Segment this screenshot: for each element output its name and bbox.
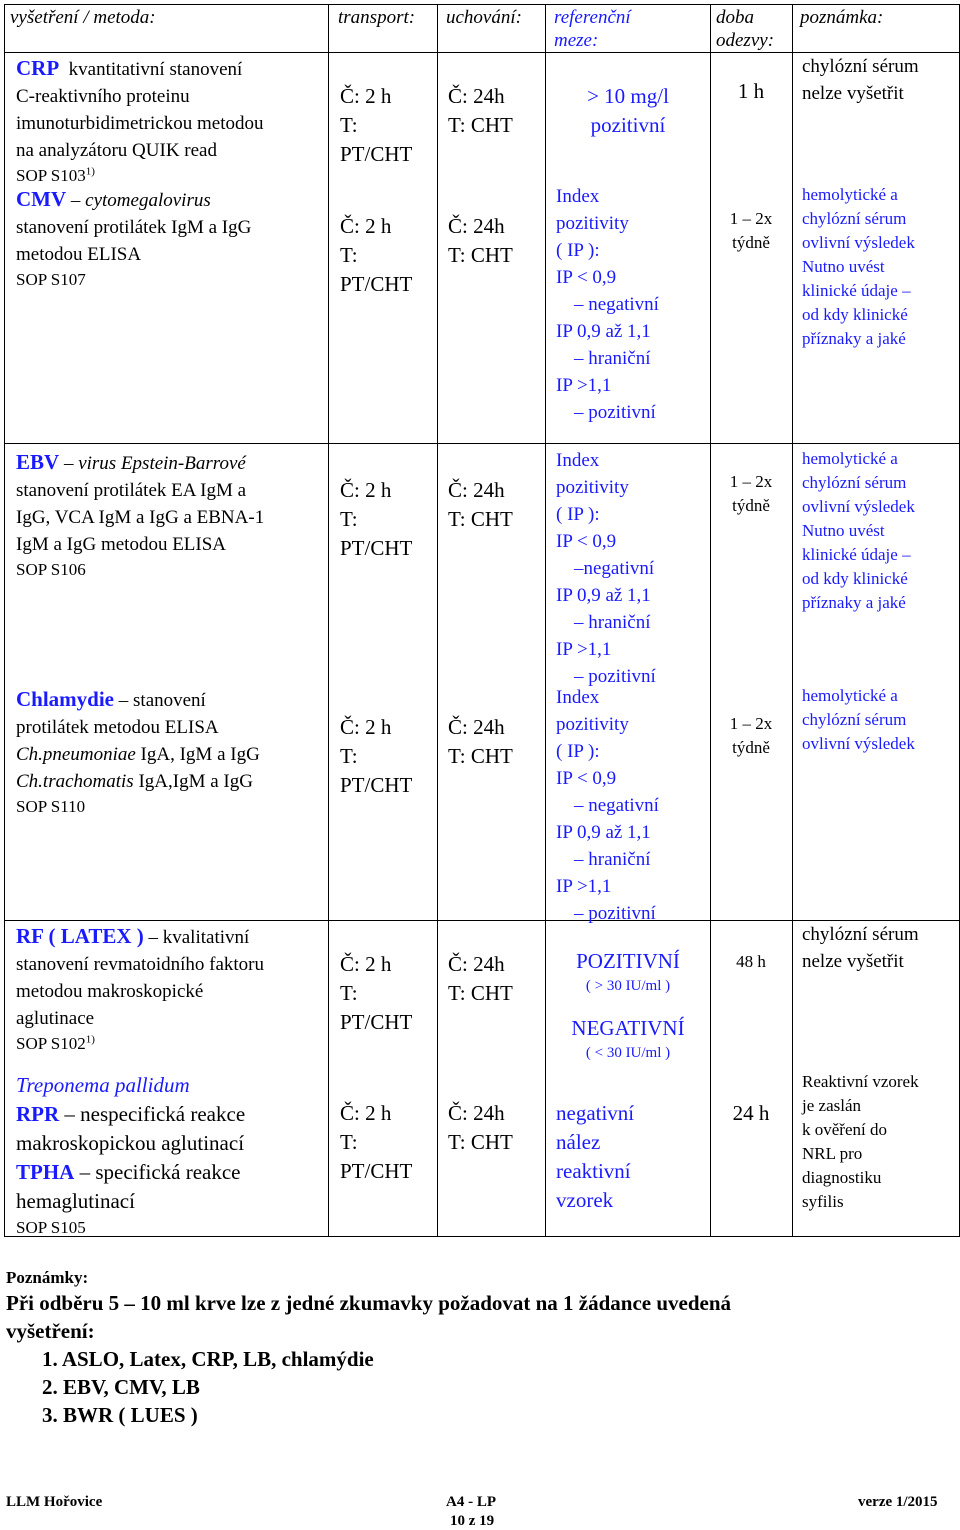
treponema-ref-1: negativní [556, 1101, 635, 1125]
chlamydie-desc-3-species: Ch.trachomatis [16, 771, 134, 792]
footer-center: A4 - LP [446, 1494, 496, 1510]
rf-note-2: nelze vyšetřit [802, 951, 904, 972]
ebv-note [802, 447, 915, 615]
ebv-ref-1: Index [556, 450, 600, 471]
chlamydie-ref-5: – negativní [574, 795, 659, 816]
table-col-0 [4, 4, 5, 1237]
chlamydie-name-rest: – stanovení [118, 690, 206, 711]
ebv-ref-8: IP >1,1 [556, 639, 612, 660]
ebv-note-4: Nutno uvést [802, 521, 885, 540]
crp-transport-1: Č: 2 h [340, 84, 392, 108]
rpr-name: RPR [16, 1102, 60, 1126]
treponema-note-1: Reaktivní vzorek [802, 1072, 919, 1091]
header-note: poznámka: [800, 7, 884, 28]
notes-item-2: 2. EBV, CMV, LB [42, 1375, 200, 1399]
cmv-desc-1: stanovení protilátek IgM a IgG [16, 217, 252, 238]
ebv-storage [448, 476, 513, 534]
chlamydie-storage-2: T: CHT [448, 744, 513, 768]
ebv-ref-7: – hraniční [574, 612, 651, 633]
rf-ref-4: ( < 30 IU/ml ) [585, 1045, 671, 1061]
cmv-note-7: příznaky a jaké [802, 329, 906, 348]
crp-transport-3: PT/CHT [340, 142, 413, 166]
treponema-ref-3: reaktivní [556, 1159, 631, 1183]
rf-reference [548, 947, 708, 1063]
chlamydie-desc-3: IgA,IgM a IgG [133, 771, 253, 792]
crp-method [16, 54, 264, 188]
chlamydie-storage [448, 713, 513, 771]
ebv-desc-1: stanovení protilátek EA IgM a [16, 480, 247, 501]
chlamydie-name: Chlamydie [16, 687, 115, 711]
notes-body [6, 1289, 731, 1429]
treponema-note-5: diagnostiku [802, 1168, 882, 1187]
treponema-desc-2: hemaglutinací [16, 1189, 135, 1213]
chlamydie-ref-7: – hraniční [574, 849, 651, 870]
ebv-response-2: týdně [732, 496, 770, 515]
rf-name-rest: – kvalitativní [148, 927, 250, 948]
treponema-desc-1: makroskopickou aglutinací [16, 1131, 245, 1155]
rf-transport-2: T: [340, 981, 358, 1005]
crp-sop-footnote: 1) [85, 165, 95, 178]
chlamydie-transport-3: PT/CHT [340, 773, 413, 797]
rf-ref-3: NEGATIVNÍ [571, 1016, 685, 1040]
cmv-response-2: týdně [732, 233, 770, 252]
ebv-note-2: chylózní sérum [802, 473, 907, 492]
treponema-storage-1: Č: 24h [448, 1101, 505, 1125]
rf-name: RF ( LATEX ) [16, 924, 144, 948]
rf-ref-2: ( > 30 IU/ml ) [585, 978, 671, 994]
ebv-note-7: příznaky a jaké [802, 593, 906, 612]
chlamydie-sop: SOP S110 [16, 797, 86, 816]
tpha-desc: – specifická reakce [79, 1160, 241, 1184]
treponema-title: Treponema pallidum [16, 1073, 190, 1097]
rf-sop-footnote: 1) [85, 1033, 95, 1046]
chlamydie-note-3: ovlivní výsledek [802, 734, 915, 753]
crp-response: 1 h [737, 79, 765, 103]
chlamydie-ref-2: pozitivity [556, 714, 629, 735]
rf-note-1: chylózní sérum [802, 924, 919, 945]
cmv-ref-4: IP < 0,9 [556, 267, 617, 288]
treponema-response: 24 h [732, 1101, 770, 1125]
crp-storage [448, 82, 513, 140]
rf-desc-2: metodou makroskopické [16, 981, 204, 1002]
notes-list [6, 1345, 731, 1429]
table-col-2 [437, 4, 438, 1237]
cmv-transport-1: Č: 2 h [340, 214, 392, 238]
cmv-note-3: ovlivní výsledek [802, 233, 915, 252]
cmv-ref-5: – negativní [574, 294, 659, 315]
rf-transport-1: Č: 2 h [340, 952, 392, 976]
cmv-ref-9-text: pozitivní [588, 402, 656, 423]
header-method: vyšetření / metoda: [10, 7, 156, 28]
ebv-name-rest: virus Epstein-Barrové [78, 453, 246, 474]
rf-ref-1: POZITIVNÍ [576, 949, 680, 973]
chlamydie-transport [340, 713, 412, 800]
cmv-ref-7-text: hraniční [588, 348, 651, 369]
header-response-line1: doba [716, 7, 754, 28]
crp-note [802, 53, 919, 107]
ebv-dash: – [63, 453, 74, 474]
crp-desc-4: na analyzátoru QUIK read [16, 140, 217, 161]
chlamydie-note-1: hemolytické a [802, 686, 898, 705]
ebv-desc-2: IgG, VCA IgM a IgG a EBNA-1 [16, 507, 265, 528]
chlamydie-desc-2-species: Ch.pneumoniae [16, 744, 136, 765]
crp-ref-1: > 10 mg/l [587, 84, 669, 108]
cmv-ref-2: pozitivity [556, 213, 629, 234]
ebv-ref-6: IP 0,9 až 1,1 [556, 585, 651, 606]
rf-desc-1: stanovení revmatoidního faktoru [16, 954, 264, 975]
chlamydie-method [16, 685, 260, 819]
cmv-transport [340, 212, 412, 299]
treponema-transport [340, 1099, 412, 1186]
chlamydie-ref-6: IP 0,9 až 1,1 [556, 822, 651, 843]
header-response-line2: odezvy: [716, 30, 775, 51]
ebv-note-1: hemolytické a [802, 449, 898, 468]
crp-sop: SOP S103 [16, 166, 86, 185]
cmv-note-2: chylózní sérum [802, 209, 907, 228]
table-col-4 [710, 4, 711, 1237]
footer-left: LLM Hořovice [6, 1494, 103, 1510]
crp-reference [548, 82, 708, 140]
chlamydie-note [802, 684, 915, 756]
rf-storage [448, 950, 513, 1008]
rpr-desc: – nespecifická reakce [64, 1102, 246, 1126]
cmv-transport-2: T: [340, 243, 358, 267]
chlamydie-response-1: 1 – 2x [729, 714, 773, 733]
crp-transport [340, 82, 412, 169]
cmv-note-4: Nutno uvést [802, 257, 885, 276]
cmv-note [802, 183, 915, 351]
treponema-sop: SOP S105 [16, 1218, 86, 1237]
cmv-storage [448, 212, 513, 270]
ebv-response-1: 1 – 2x [729, 472, 773, 491]
ebv-ref-3: ( IP ): [556, 504, 600, 525]
chlamydie-ref-8: IP >1,1 [556, 876, 612, 897]
ebv-reference [556, 447, 706, 690]
crp-note-2: nelze vyšetřit [802, 83, 904, 104]
ebv-response [712, 470, 790, 518]
cmv-method [16, 185, 251, 292]
treponema-ref-2: nález [556, 1130, 601, 1154]
rf-transport [340, 950, 412, 1037]
table-col-5 [792, 4, 793, 1237]
ebv-ref-4: IP < 0,9 [556, 531, 617, 552]
cmv-ref-5-text: negativní [588, 294, 659, 315]
notes-title: Poznámky: [6, 1268, 89, 1287]
ebv-transport-1: Č: 2 h [340, 478, 392, 502]
tpha-name: TPHA [16, 1160, 75, 1184]
ebv-storage-1: Č: 24h [448, 478, 505, 502]
footer-page: 10 z 19 [450, 1513, 495, 1529]
cmv-name-rest: cytomegalovirus [85, 190, 211, 211]
cmv-ref-9: – pozitivní [574, 402, 656, 423]
ebv-transport-2: T: [340, 507, 358, 531]
ebv-note-6: od kdy klinické [802, 569, 908, 588]
ebv-transport-3: PT/CHT [340, 536, 413, 560]
table-col-3 [545, 4, 546, 1237]
header-transport: transport: [338, 7, 416, 28]
header-reference [554, 6, 631, 52]
treponema-note-6: syfilis [802, 1192, 844, 1211]
notes-item-3: 3. BWR ( LUES ) [42, 1403, 198, 1427]
treponema-note [802, 1070, 919, 1214]
cmv-ref-8: IP >1,1 [556, 375, 612, 396]
crp-transport-2: T: [340, 113, 358, 137]
crp-note-1: chylózní sérum [802, 56, 919, 77]
treponema-reference [556, 1099, 634, 1215]
crp-name: CRP [16, 56, 60, 80]
crp-desc-3: imunoturbidimetrickou metodou [16, 113, 264, 134]
cmv-note-1: hemolytické a [802, 185, 898, 204]
rf-storage-2: T: CHT [448, 981, 513, 1005]
rf-note [802, 921, 919, 975]
crp-desc-2: C-reaktivního proteinu [16, 86, 190, 107]
chlamydie-reference [556, 684, 706, 927]
chlamydie-response [712, 712, 790, 760]
header-response [716, 6, 774, 52]
notes-line-1: Při odběru 5 – 10 ml krve lze z jedné zkumavky požadovat na 1 žádance uvedená [6, 1291, 732, 1315]
cmv-transport-3: PT/CHT [340, 272, 413, 296]
treponema-storage [448, 1099, 513, 1157]
cmv-response [712, 207, 790, 255]
cmv-ref-1: Index [556, 186, 600, 207]
ebv-ref-2: pozitivity [556, 477, 629, 498]
cmv-reference [556, 183, 706, 426]
cmv-sop: SOP S107 [16, 270, 86, 289]
table-border-group1 [4, 443, 960, 444]
rf-desc-3: aglutinace [16, 1008, 95, 1029]
cmv-note-6: od kdy klinické [802, 305, 908, 324]
footer-right: verze 1/2015 [858, 1494, 938, 1510]
header-storage: uchování: [446, 7, 522, 28]
rf-sop: SOP S102 [16, 1034, 86, 1053]
rf-response: 48 h [736, 952, 766, 971]
ebv-note-5: klinické údaje – [802, 545, 911, 564]
crp-ref-2: pozitivní [590, 113, 666, 137]
cmv-ref-7: – hraniční [574, 348, 651, 369]
cmv-name: CMV [16, 187, 67, 211]
ebv-name: EBV [16, 450, 60, 474]
crp-storage-1: Č: 24h [448, 84, 505, 108]
ebv-sop: SOP S106 [16, 560, 86, 579]
cmv-ref-6: IP 0,9 až 1,1 [556, 321, 651, 342]
header-reference-line2: meze: [554, 30, 599, 51]
cmv-storage-1: Č: 24h [448, 214, 505, 238]
notes-line-2: vyšetření: [6, 1319, 95, 1343]
chlamydie-desc-1: protilátek metodou ELISA [16, 717, 219, 738]
cmv-note-5: klinické údaje – [802, 281, 911, 300]
ebv-desc-3: IgM a IgG metodou ELISA [16, 534, 227, 555]
ebv-note-3: ovlivní výsledek [802, 497, 915, 516]
notes-item-1: 1. ASLO, Latex, CRP, LB, chlamýdie [42, 1347, 374, 1371]
treponema-transport-2: T: [340, 1130, 358, 1154]
treponema-note-4: NRL pro [802, 1144, 863, 1163]
ebv-ref-9: – pozitivní [574, 666, 656, 687]
cmv-dash: – [70, 190, 81, 211]
crp-storage-2: T: CHT [448, 113, 513, 137]
chlamydie-ref-9: – pozitivní [574, 903, 656, 924]
chlamydie-response-2: týdně [732, 738, 770, 757]
chlamydie-ref-3: ( IP ): [556, 741, 600, 762]
chlamydie-transport-1: Č: 2 h [340, 715, 392, 739]
ebv-transport [340, 476, 412, 563]
treponema-ref-4: vzorek [556, 1188, 614, 1212]
chlamydie-ref-4: IP < 0,9 [556, 768, 617, 789]
chlamydie-storage-1: Č: 24h [448, 715, 505, 739]
cmv-desc-2: metodou ELISA [16, 244, 142, 265]
treponema-note-3: k ověření do [802, 1120, 887, 1139]
treponema-transport-1: Č: 2 h [340, 1101, 392, 1125]
table-col-1 [328, 4, 329, 1237]
rf-method [16, 922, 264, 1056]
treponema-method [16, 1071, 245, 1240]
chlamydie-desc-2: IgA, IgM a IgG [135, 744, 260, 765]
chlamydie-transport-2: T: [340, 744, 358, 768]
ebv-storage-2: T: CHT [448, 507, 513, 531]
chlamydie-note-2: chylózní sérum [802, 710, 907, 729]
treponema-transport-3: PT/CHT [340, 1159, 413, 1183]
ebv-ref-5: –negativní [574, 558, 655, 579]
cmv-response-1: 1 – 2x [729, 209, 773, 228]
ebv-method [16, 448, 264, 582]
cmv-storage-2: T: CHT [448, 243, 513, 267]
crp-desc-1: kvantitativní stanovení [68, 59, 243, 80]
cmv-ref-3: ( IP ): [556, 240, 600, 261]
treponema-note-2: je zaslán [802, 1096, 861, 1115]
rf-transport-3: PT/CHT [340, 1010, 413, 1034]
chlamydie-ref-1: Index [556, 687, 600, 708]
treponema-storage-2: T: CHT [448, 1130, 513, 1154]
table-border-top [4, 4, 960, 5]
rf-storage-1: Č: 24h [448, 952, 505, 976]
header-reference-line1: referenční [554, 7, 631, 28]
